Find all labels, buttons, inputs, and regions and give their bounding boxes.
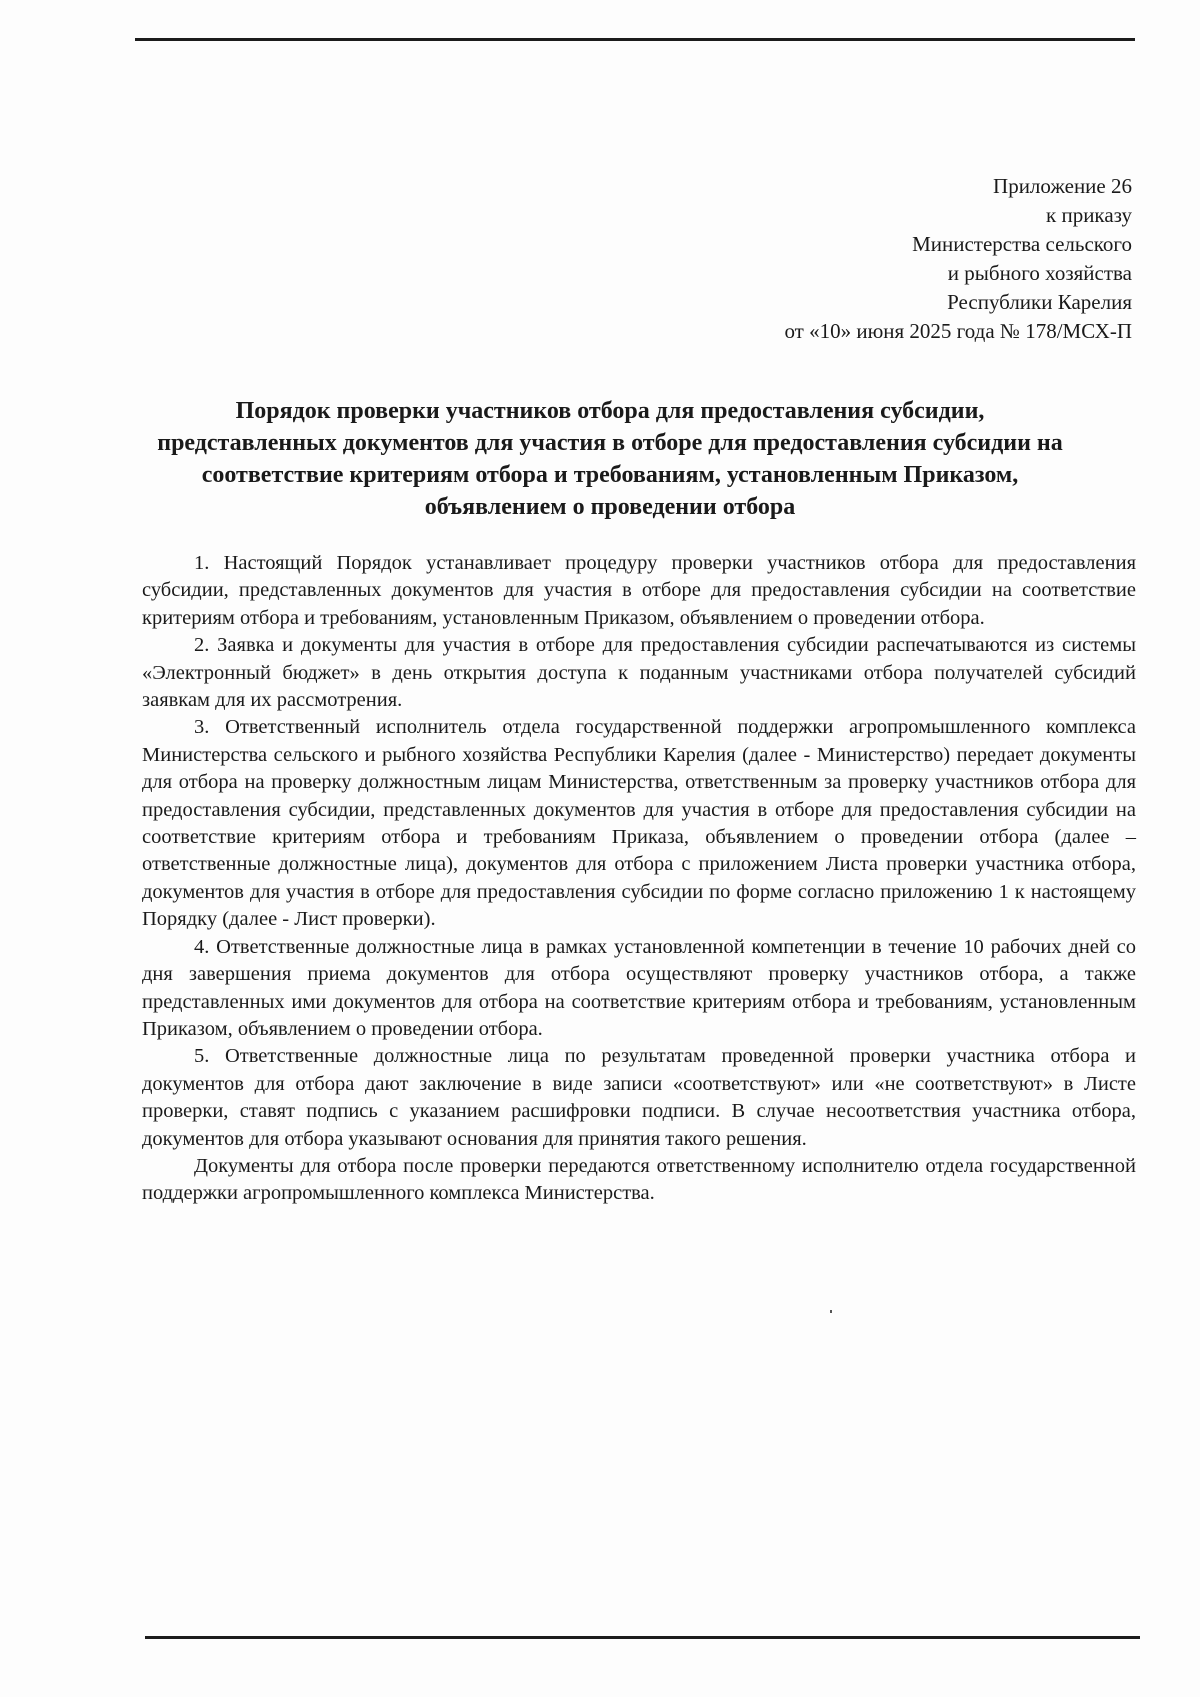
appendix-line: и рыбного хозяйства xyxy=(947,261,1132,285)
paragraph-3: 3. Ответственный исполнитель отдела государственной поддержки агропромышленного комплекса Министерства сельского и рыбного хозяйства Республики Карелия (далее - Министерство) передает документы для отбора на проверку должностным лицам Министерства, ответственным за проверку участников отбора для предоставления субсидии, представленных документов для участия в отборе для предоставления субсидии на соответствие критериям отбора и требованиям Приказа, объявлением о проведении отбора (далее – ответственные должностные лица), документов для отбора с приложением Листа проверки участника отбора, документов для участия в отборе для предоставления субсидии по форме согласно приложению 1 к настоящему Порядку (далее - Лист проверки). xyxy=(142,716,1136,931)
paragraph-2: 2. Заявка и документы для участия в отборе для предоставления субсидии распечатываются из системы «Электронный бюджет» в день открытия доступа к поданным участниками отбора получателей субсидий заявкам для их рассмотрения. xyxy=(142,634,1136,712)
appendix-line: Министерства сельского xyxy=(912,232,1132,256)
appendix-line: Приложение 26 xyxy=(993,174,1132,198)
top-border-line xyxy=(135,38,1135,41)
paragraph-5: 5. Ответственные должностные лица по результатам проведенной проверки участника отбора и документов для отбора дают заключение в виде записи «соответствуют» или «не соответствуют» в Листе проверки, ставят подпись с указанием расшифровки подписи. В случае несоответствия участника отбора, документов для отбора указывают основания для принятия такого решения. xyxy=(142,1045,1136,1150)
appendix-line: от «10» июня 2025 года № 178/МСХ-П xyxy=(784,319,1132,343)
paragraph-6: Документы для отбора после проверки передаются ответственному исполнителю отдела государственной поддержки агропромышленного комплекса Министерства. xyxy=(142,1154,1136,1205)
paragraph-1: 1. Настоящий Порядок устанавливает процедуру проверки участников отбора для предоставления субсидии, представленных документов для участия в отборе для предоставления субсидии на соответствие критериям отбора и требованиям, установленным Приказом, объявлением о проведении отбора. xyxy=(142,552,1136,629)
bottom-border-line xyxy=(145,1636,1140,1639)
document-title: Порядок проверки участников отбора для предоставления субсидии, представленных документов для участия в отборе для предоставления субсидии на соответствие критериям отбора и требованиям, установленным Приказом, объявлением о проведении отбора xyxy=(157,398,1063,520)
paragraph-4: 4. Ответственные должностные лица в рамках установленной компетенции в течение 10 рабочих дней со дня завершения приема документов для отбора осуществляют проверку участников отбора, а также представленных ими документов для отбора на соответствие критериям отбора и требованиям, установленным Приказом, объявлением о проведении отбора. xyxy=(142,935,1136,1040)
appendix-line: к приказу xyxy=(1046,203,1132,227)
appendix-header xyxy=(784,172,1132,346)
document-body xyxy=(142,550,1136,1208)
scan-speck xyxy=(830,1310,832,1313)
appendix-line: Республики Карелия xyxy=(947,290,1132,314)
